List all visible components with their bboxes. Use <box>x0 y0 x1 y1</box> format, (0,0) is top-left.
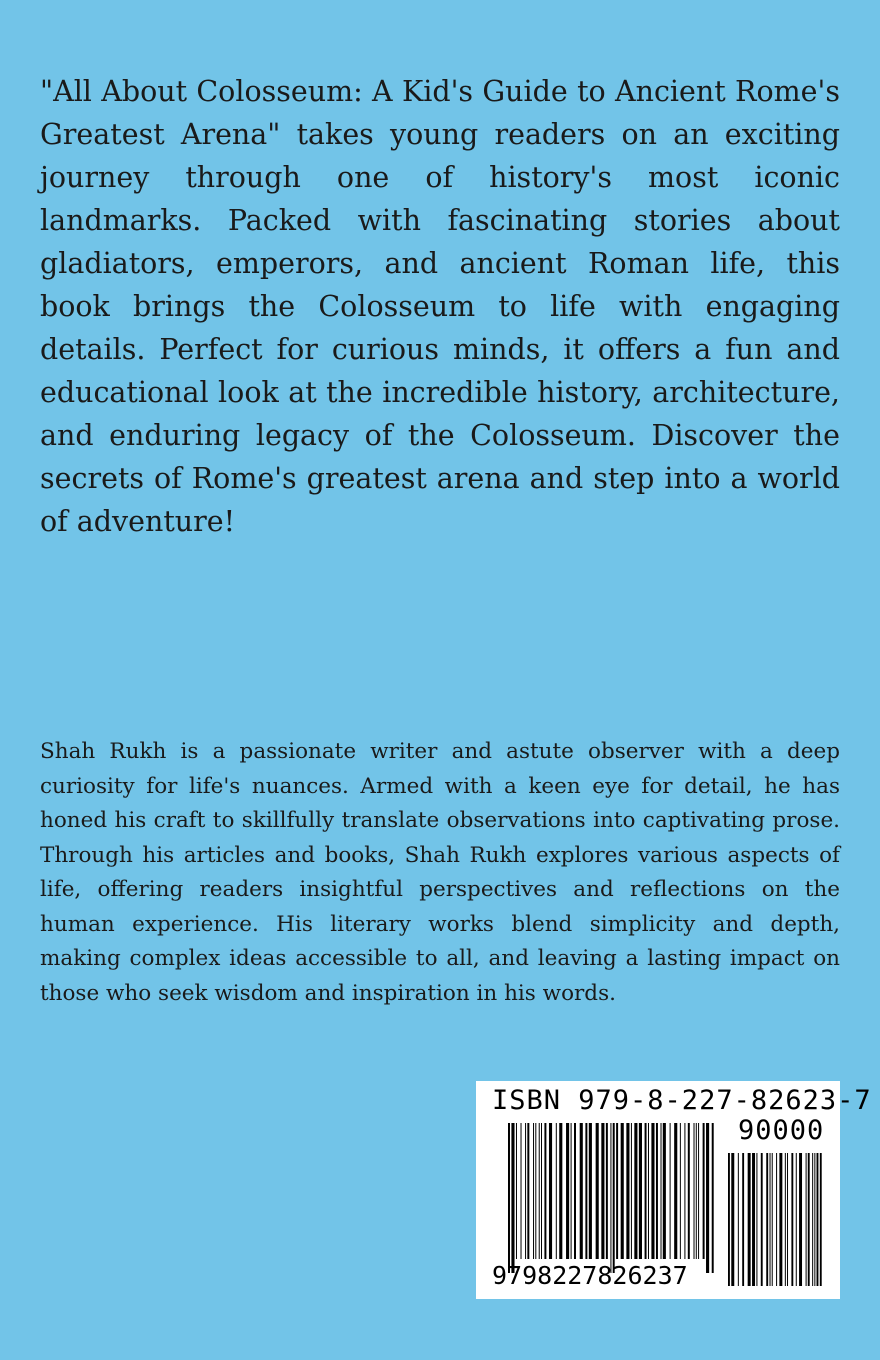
barcode-bar <box>610 1123 611 1273</box>
barcode-bar <box>661 1123 662 1259</box>
barcode-bar <box>521 1123 522 1259</box>
barcode-bar <box>606 1123 608 1259</box>
barcode-bar <box>616 1123 618 1259</box>
addon-bar <box>799 1153 802 1286</box>
barcode-bar <box>559 1123 562 1259</box>
addon-bar <box>814 1153 815 1286</box>
barcode-bar <box>670 1123 671 1259</box>
barcode-bar <box>680 1123 681 1259</box>
addon-bar <box>761 1153 763 1286</box>
barcode-bar <box>580 1123 583 1259</box>
addon-bar <box>808 1153 810 1286</box>
addon-bar <box>791 1153 793 1286</box>
book-blurb: "All About Colosseum: A Kid's Guide to Ancient Rome's Greatest Arena" takes young readers on an exciting journey through one of history's most iconic landmarks. Packed with fascinating stories about gladiators, emperors, and ancient Roman life, this book brings the Colosseum to life with engaging details. Perfect for curious minds, it offers a fun and educational look at the incredible history, architecture, and enduring legacy of the Colosseum. Discover the secrets of Rome's greatest arena and step into a world of adventure! <box>40 75 840 538</box>
barcode-bar <box>508 1123 510 1273</box>
addon-bar <box>748 1153 751 1286</box>
barcode-bar <box>571 1123 572 1259</box>
barcode-bar <box>556 1123 557 1259</box>
isbn-label: ISBN 979-8-227-82623-7 <box>492 1085 872 1116</box>
addon-bar <box>812 1153 813 1286</box>
barcode-bar <box>696 1123 697 1259</box>
barcode-bar <box>549 1123 552 1259</box>
barcode-bar <box>544 1123 546 1259</box>
addon-bar <box>820 1153 822 1286</box>
barcode-bar <box>527 1123 529 1259</box>
barcode-bar <box>525 1123 526 1259</box>
price-code: 90000 <box>738 1115 825 1146</box>
barcode-bar <box>674 1123 677 1259</box>
addon-bar <box>806 1153 807 1286</box>
barcode-bar <box>694 1123 695 1259</box>
barcode-bar <box>511 1123 514 1273</box>
ean-digits: 9798227826237 <box>492 1261 688 1290</box>
barcode-bar <box>648 1123 649 1259</box>
addon-bar <box>776 1153 777 1286</box>
barcode-bar <box>516 1123 517 1259</box>
addon-bar <box>817 1153 819 1286</box>
addon-bar <box>772 1153 773 1286</box>
barcode-bar <box>703 1123 705 1259</box>
barcode-bar <box>601 1123 604 1259</box>
isbn-barcode <box>476 1081 872 1299</box>
barcode-bar <box>533 1123 534 1259</box>
barcode-bar <box>613 1123 615 1273</box>
addon-bar <box>752 1153 755 1286</box>
barcode-bar <box>621 1123 624 1259</box>
addon-bar <box>742 1153 744 1286</box>
addon-bar <box>787 1153 788 1286</box>
addon-bar <box>779 1153 782 1286</box>
addon-bar <box>785 1153 786 1286</box>
addon-bar <box>770 1153 771 1286</box>
addon-bar <box>796 1153 797 1286</box>
barcode-bar <box>589 1123 592 1259</box>
barcode-bar <box>651 1123 654 1259</box>
barcode-bar <box>574 1123 576 1259</box>
barcode-bar <box>585 1123 587 1259</box>
barcode-bar <box>539 1123 540 1259</box>
barcode-bar <box>631 1123 632 1259</box>
barcode-bar <box>698 1123 699 1259</box>
barcode-bar <box>706 1123 709 1273</box>
barcode-bar <box>688 1123 690 1259</box>
barcode-bar <box>645 1123 647 1259</box>
barcode-bar <box>634 1123 637 1259</box>
barcode-bar <box>639 1123 642 1259</box>
barcode-bar <box>712 1123 714 1273</box>
addon-bar <box>731 1153 734 1286</box>
barcode-bar <box>541 1123 542 1259</box>
barcode-bar <box>684 1123 685 1259</box>
barcode-bar <box>535 1123 536 1259</box>
addon-bar <box>756 1153 757 1286</box>
barcode-bar <box>596 1123 599 1259</box>
author-bio: Shah Rukh is a passionate writer and astute observer with a deep curiosity for life's nuances. Armed with a keen eye for detail, he has honed his craft to skillfully translate observations into captivating prose. Through his articles and books, Shah Rukh explores various aspects of life, offering readers insightful perspectives and reflections on the human experience. His literary works blend simplicity and depth, making complex ideas accessible to all, and leaving a lasting impact on those who seek wisdom and inspiration in his words. <box>40 739 840 1006</box>
barcode-bar <box>656 1123 658 1259</box>
addon-bar <box>728 1153 730 1286</box>
addon-bar <box>766 1153 768 1286</box>
barcode-bar <box>566 1123 569 1259</box>
barcode-bar <box>663 1123 666 1259</box>
barcode-bar <box>626 1123 629 1259</box>
addon-bar <box>738 1153 739 1286</box>
